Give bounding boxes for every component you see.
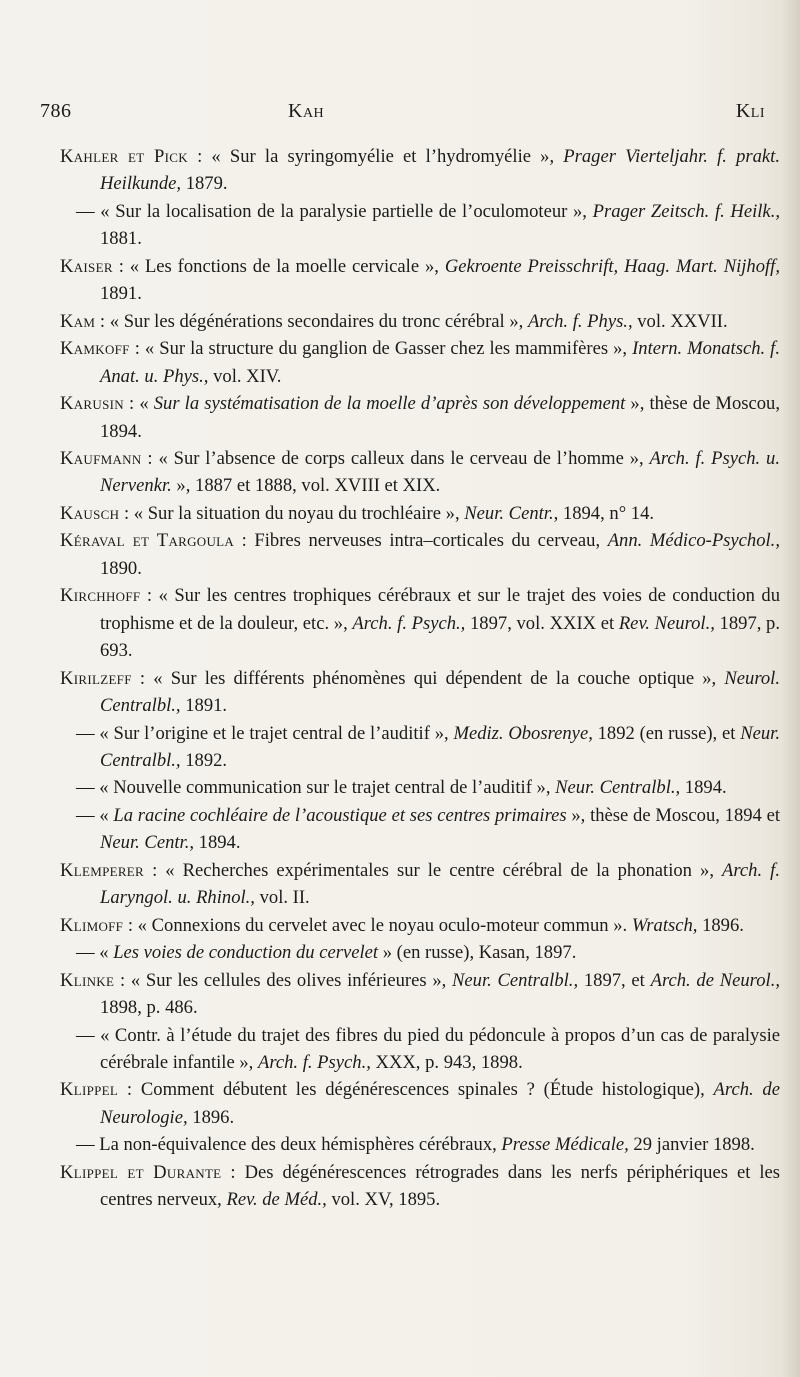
entry-title-italic: Mediz. Obosrenye, <box>453 722 593 744</box>
entry-text: 29 janvier 1898. <box>628 1134 755 1156</box>
bibliography-entry <box>60 308 780 335</box>
entry-title-italic: Arch. f. Psych. u. Nervenkr. <box>100 447 780 497</box>
entry-text: vol. XV, 1895. <box>326 1189 441 1211</box>
entry-author: Kausch <box>60 502 120 524</box>
bibliography-entry <box>60 802 780 857</box>
entry-text: 1892. <box>180 749 228 771</box>
entry-author: Karusin <box>60 393 124 415</box>
entry-text: : « <box>123 393 154 415</box>
entry-text: 1897, vol. XXIX et <box>465 612 619 634</box>
entry-text: : « Recherches expérimentales sur le centre cérébral de la phonation », <box>144 859 723 881</box>
entry-text: 1898, p. 486. <box>100 997 198 1019</box>
bibliography-entry <box>60 390 780 445</box>
entry-author: Klimoff <box>60 914 124 936</box>
bibliography-entry <box>60 857 780 912</box>
entry-author: Klippel <box>60 1079 119 1101</box>
entry-text: — « Sur l’origine et le trajet central de l’auditif », <box>76 722 454 744</box>
entry-text: : Comment débutent les dégénérescences spinales ? (Étude histologique), <box>118 1079 714 1101</box>
entry-title-italic: Rev. Neurol., <box>618 612 715 634</box>
bibliography-entry <box>60 582 780 664</box>
entry-text: : « Les fonctions de la moelle cervicale », <box>112 255 445 277</box>
entry-author: Kam <box>60 310 96 332</box>
entry-text: 1891. <box>180 695 228 717</box>
entry-author: Klemperer <box>60 859 145 881</box>
entry-text: », thèse de Moscou, 1894. <box>100 393 780 442</box>
entry-text: : « Connexions du cervelet avec le noyau oculo-moteur commun ». <box>123 914 632 936</box>
bibliography-entry <box>60 253 780 308</box>
entry-text: : « Sur la situation du noyau du trochléaire », <box>119 502 465 524</box>
entry-text: : « Sur les différents phénomènes qui dépendent de la couche optique », <box>131 667 725 689</box>
entry-text: 1879. <box>181 173 228 195</box>
entry-text: — La non-équivalence des deux hémisphères cérébraux, <box>76 1134 502 1156</box>
bibliography-entry <box>60 939 780 966</box>
entry-title-italic: Neur. Centralbl., <box>100 722 780 771</box>
entry-title-italic: Neur. Centr., <box>100 832 195 854</box>
entry-title-italic: Les voies de conduction du cervelet <box>113 942 379 964</box>
entry-author: Kaiser <box>60 255 113 277</box>
page-number: 786 <box>40 100 72 122</box>
bibliography-entry <box>60 720 780 775</box>
entry-text: 1892 (en russe), et <box>592 722 741 744</box>
entry-title-italic: Arch. f. Phys., <box>527 310 633 332</box>
entry-title-italic: Neur. Centralbl., <box>555 777 681 799</box>
entry-title-italic: La racine cochléaire de l’acoustique et ses centres primaires <box>113 804 567 826</box>
entry-title-italic: Ann. Médico-Psychol., <box>607 530 780 552</box>
entry-text: : « Sur les cellules des olives inférieures », <box>114 969 453 991</box>
entry-author: Kirchhoff <box>60 585 141 607</box>
entry-text: 1896. <box>697 914 744 936</box>
entry-text: vol. XXVII. <box>632 310 728 332</box>
bibliography-entry <box>60 912 780 939</box>
entry-text: — « <box>76 804 114 826</box>
bibliography-entry <box>60 445 780 500</box>
entry-text: : « Sur la structure du ganglion de Gasser chez les mammifères », <box>129 338 633 360</box>
entry-text: 1896. <box>187 1106 235 1128</box>
entry-title-italic: Arch. f. Psych., <box>352 612 466 634</box>
entry-author: Klinke <box>60 969 115 991</box>
entry-author: Kahler et Pick <box>60 146 188 167</box>
entry-text: 1890. <box>100 557 142 579</box>
page-edge-shadow <box>782 0 800 1377</box>
entry-text: : « Sur les centres trophiques cérébraux et sur le trajet des voies de conduction du trophisme et de la douleur, etc. », <box>100 585 780 634</box>
entry-text: » (en russe), Kasan, 1897. <box>378 942 577 964</box>
entry-text: — « <box>76 942 114 964</box>
entry-text: vol. II. <box>254 887 310 909</box>
entry-title-italic: Neurol. Centralbl., <box>100 667 780 717</box>
running-header <box>40 100 765 130</box>
entry-title-italic: Arch. f. Psych., <box>257 1051 371 1073</box>
entry-text: : Des dégénérescences rétrogrades dans les nerfs périphériques et les centres nerveux, <box>100 1161 780 1211</box>
entry-author: Kaufmann <box>60 447 142 469</box>
entry-text: », thèse de Moscou, 1894 et <box>566 804 781 826</box>
entry-title-italic: Gekroente Preisschrift, Haag. Mart. Nijhoff, <box>444 255 780 277</box>
entry-author: Kirilzeff <box>60 667 132 689</box>
entry-title-italic: Neur. Centr., <box>464 502 559 524</box>
entry-title-italic: Arch. de Neurol., <box>650 969 780 991</box>
entry-author: Kamkoff <box>60 338 130 360</box>
entry-text: : « Sur l’absence de corps calleux dans le cerveau de l’homme », <box>141 447 650 469</box>
bibliography-entry <box>60 967 780 1022</box>
bibliography-entry <box>60 1022 780 1077</box>
bibliography-entry <box>60 143 780 198</box>
bibliography-entry <box>60 665 780 720</box>
entry-text: XXX, p. 943, 1898. <box>370 1051 523 1073</box>
entry-title-italic: Prager Zeitsch. f. Heilk., <box>592 200 780 222</box>
entry-text: 1897, et <box>578 969 651 991</box>
entry-title-italic: Neur. Centralbl., <box>452 969 579 991</box>
bibliography-entry <box>60 335 780 390</box>
entry-text: : « Sur la syringomyélie et l’hydromyélie », <box>187 146 564 167</box>
entry-title-italic: Prager Vierteljahr. f. prakt. Heilkunde, <box>100 146 780 195</box>
entry-text: 1897, p. 693. <box>100 612 781 662</box>
entry-title-italic: Arch. de Neurologie, <box>100 1079 780 1128</box>
bibliography-entry <box>60 1159 780 1214</box>
entry-text: — « Contr. à l’étude du trajet des fibres du pied du pédoncule à propos d’un cas de paralysie cérébrale infantile », <box>76 1024 780 1073</box>
entry-text: 1891. <box>100 283 142 305</box>
entry-text: — « Sur la localisation de la paralysie partielle de l’oculomoteur », <box>76 200 593 222</box>
entry-author: Kéraval et Targoula <box>60 530 235 552</box>
entry-text: 1881. <box>100 228 142 250</box>
entry-text: : Fibres nerveuses intra–corticales du cerveau, <box>234 530 608 552</box>
bibliography-entry <box>60 774 780 801</box>
entry-text: vol. XIV. <box>208 365 282 387</box>
entry-author: Klippel et Durante <box>60 1161 222 1183</box>
header-right-heading: Kli <box>735 100 765 122</box>
entry-text: : « Sur les dégénérations secondaires du tronc cérébral », <box>95 310 528 332</box>
bibliography-list <box>60 143 780 1214</box>
entry-text: — « Nouvelle communication sur le trajet central de l’auditif », <box>76 777 556 799</box>
entry-title-italic: Rev. de Méd., <box>226 1189 327 1211</box>
entry-text: », 1887 et 1888, vol. XVIII et XIX. <box>171 475 441 497</box>
bibliography-entry <box>60 1076 780 1131</box>
entry-title-italic: Wratsch, <box>631 914 698 936</box>
header-left-heading: Kah <box>288 100 325 122</box>
bibliography-entry <box>60 198 780 253</box>
entry-title-italic: Intern. Monatsch. f. Anat. u. Phys., <box>100 338 780 387</box>
entry-text: 1894. <box>680 777 727 799</box>
entry-title-italic: Sur la systématisation de la moelle d’après son développement <box>153 393 626 415</box>
bibliography-entry <box>60 1131 780 1158</box>
entry-text: 1894, n° 14. <box>558 502 655 524</box>
entry-title-italic: Presse Médicale, <box>501 1134 629 1156</box>
bibliography-entry <box>60 527 780 582</box>
bibliography-entry <box>60 500 780 527</box>
entry-text: 1894. <box>194 832 241 854</box>
entry-title-italic: Arch. f. Laryngol. u. Rhinol., <box>100 859 780 909</box>
